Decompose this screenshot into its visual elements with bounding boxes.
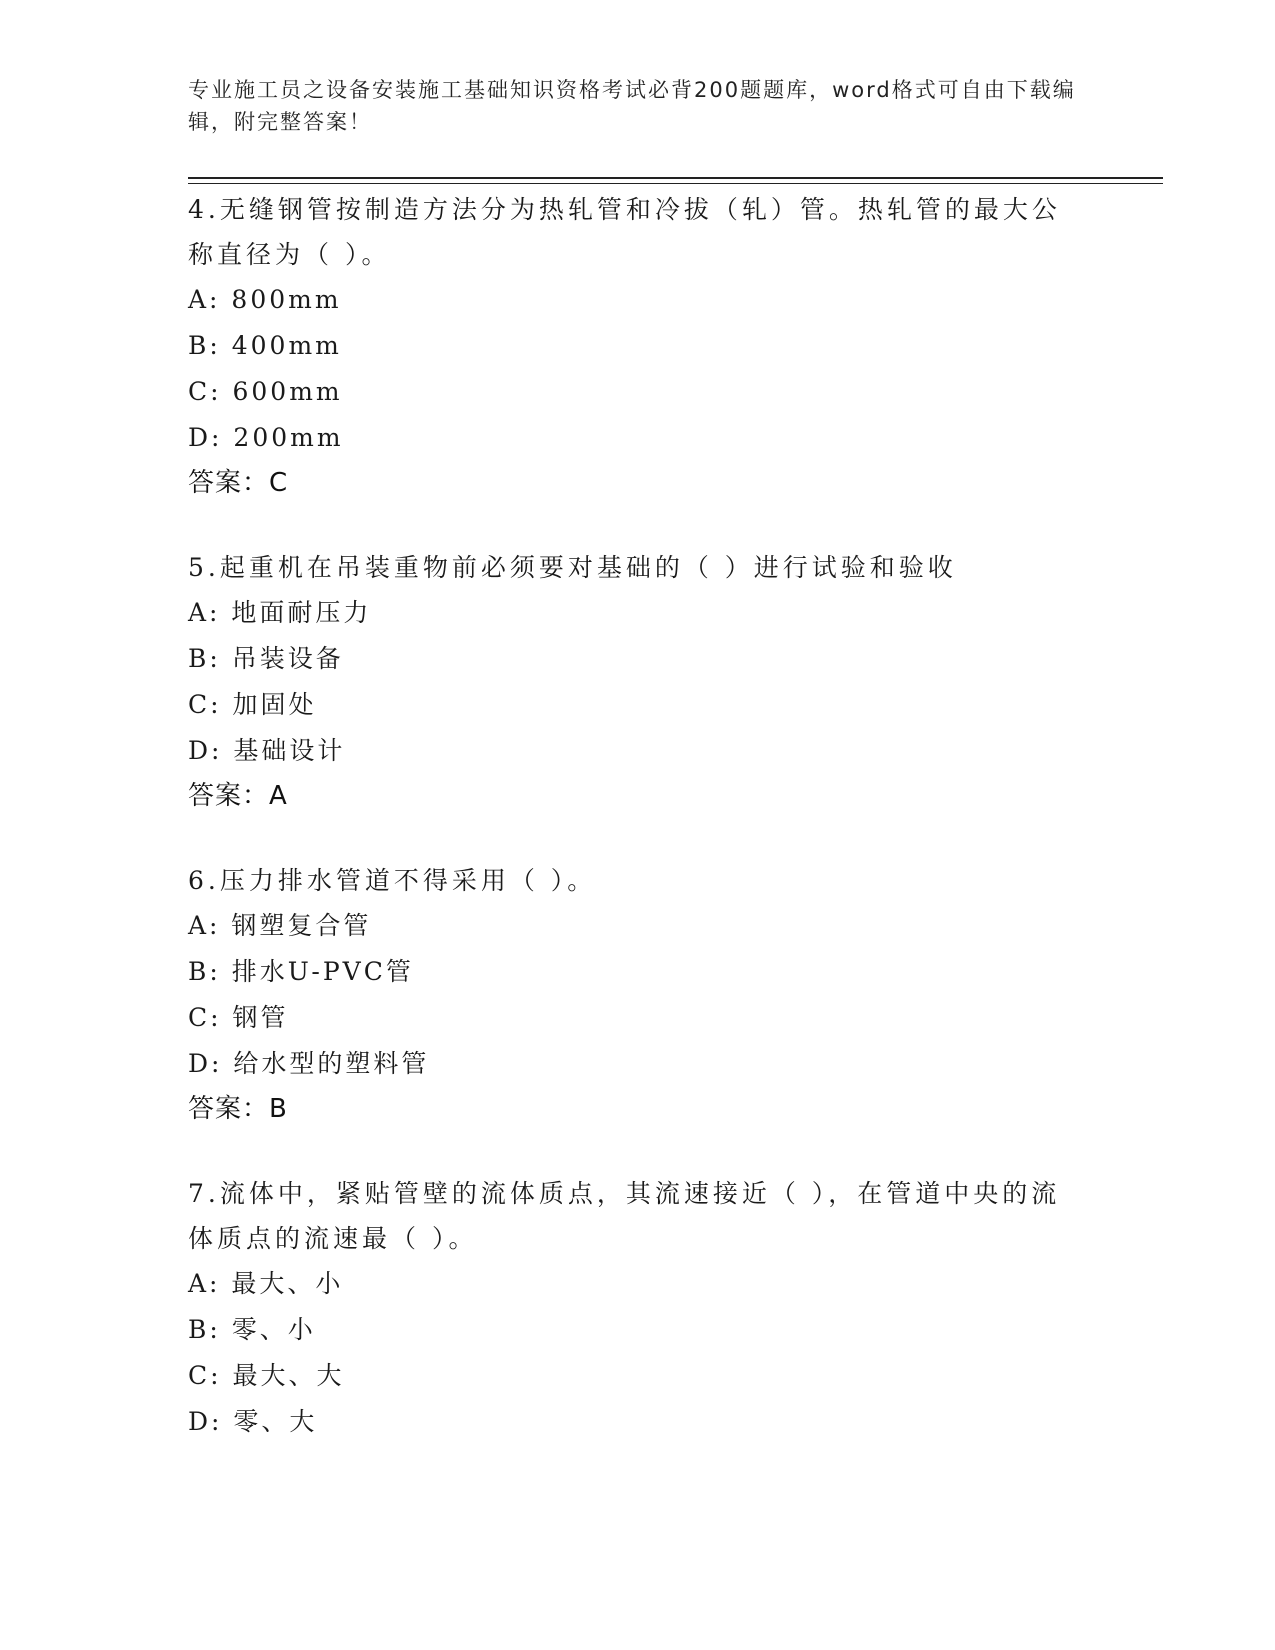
option-c: C: 最大、大 <box>188 1361 345 1390</box>
document-header: 专业施工员之设备安装施工基础知识资格考试必背200题题库，word格式可自由下载编辑，附完整答案！ <box>188 78 1076 134</box>
header-rule-thick <box>188 177 1163 179</box>
option-d: D: 给水型的塑料管 <box>188 1049 430 1078</box>
question-7 <box>188 1171 1088 1445</box>
option-c: C: 加固处 <box>188 690 317 719</box>
answer-line: 答案：B <box>188 1094 288 1124</box>
answer-line: 答案：A <box>188 781 288 811</box>
option-d: D: 基础设计 <box>188 736 346 765</box>
question-stem: 7.流体中，紧贴管壁的流体质点，其流速接近（ ），在管道中央的流体质点的流速最（ ）。 <box>188 1179 1061 1253</box>
option-d: D: 200mm <box>188 423 344 452</box>
option-b: B: 吊装设备 <box>188 644 344 673</box>
option-b: B: 排水U-PVC管 <box>188 957 414 986</box>
question-6 <box>188 858 1088 1131</box>
question-5 <box>188 545 1088 818</box>
option-a: A: 800mm <box>188 285 342 314</box>
header-rule-thin <box>188 183 1163 184</box>
question-stem: 6.压力排水管道不得采用（ ）。 <box>188 866 597 895</box>
question-stem: 4.无缝钢管按制造方法分为热轧管和冷拔（轧）管。热轧管的最大公称直径为（ ）。 <box>188 195 1061 269</box>
question-stem: 5.起重机在吊装重物前必须要对基础的（ ）进行试验和验收 <box>188 553 957 582</box>
option-c: C: 600mm <box>188 377 343 406</box>
option-c: C: 钢管 <box>188 1003 289 1032</box>
option-d: D: 零、大 <box>188 1407 318 1436</box>
question-4 <box>188 187 1088 505</box>
option-b: B: 400mm <box>188 331 342 360</box>
option-b: B: 零、小 <box>188 1315 316 1344</box>
option-a: A: 最大、小 <box>188 1269 344 1298</box>
option-a: A: 地面耐压力 <box>188 598 372 627</box>
question-list <box>188 187 1088 1485</box>
answer-line: 答案：C <box>188 468 289 498</box>
option-a: A: 钢塑复合管 <box>188 911 372 940</box>
